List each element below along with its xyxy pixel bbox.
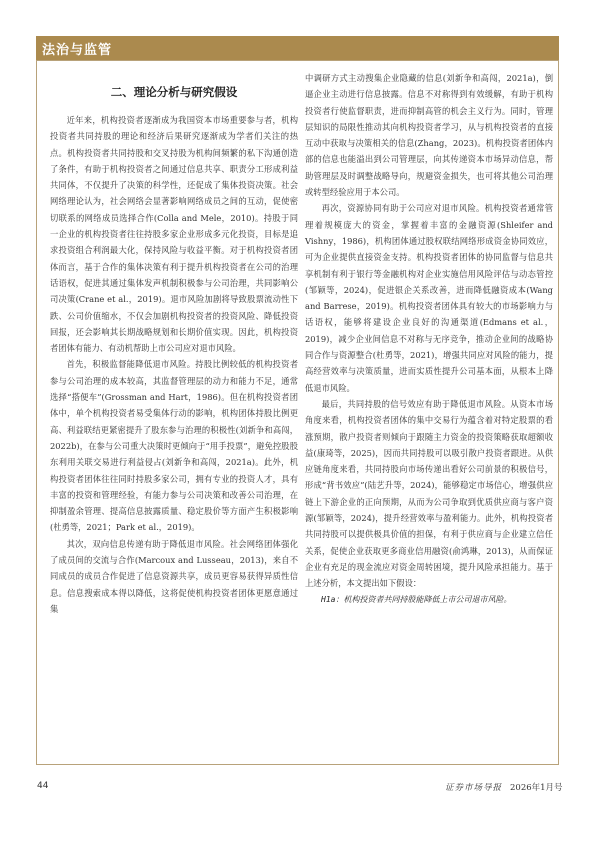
journal-info (445, 781, 563, 793)
paragraph: 近年来，机构投资者逐渐成为我国资本市场重要参与者，机构投资者共同持股的理论和经济后果研究逐渐成为学者们关注的热点。机构投资者共同持股和交叉持股为机构间频繁的私下沟通创造了条件，有助于机构投资者之间通过信息共享、职责分工形成利益共同体，不仅提升了决策的科学性，还促成了集体投资决策。社会网络理论认为，社会网络会显著影响网络成员之间的互动，促使密切联系的网络成员选择合作(Colla and Mele，2010)。持股于同一企业的机构投资者往往持股多家企业形成多元化投资，目标是追求投资组合利润最大化，保持风险与收益平衡。对于机构投资者团体而言，基于合作的集体决策有利于提升机构投资者在公司的治理话语权，促进其通过集体发声机制积极参与公司治理，共同影响公司决策(Crane et al.，2019)。退市风险加剧将导致股票流动性下跌、公司价值缩水，不仅会加剧机构投资者的投资风险、降低投资回报，还会影响其长期战略规划和长期价值实现。因此，机构投资者团体有能力、有动机帮助上市公司应对退市风险。 (50, 115, 298, 354)
right-column (305, 70, 553, 608)
paragraph: 其次，双向信息传递有助于降低退市风险。社会网络团体强化了成员间的交流与合作(Marcoux and Lusseau，2013)，来自不同成员的成员合作促进了信息资源共享，成员更容易获得异质性信息。信息搜索成本得以降低，这将促使机构投资者团体更愿意通过集 (50, 538, 298, 614)
left-column (50, 70, 298, 617)
hypothesis: H1a：机构投资者共同持股能降低上市公司退市风险。 (321, 594, 512, 604)
section-title: 法治与监管 (42, 43, 113, 58)
section-heading: 二、理论分析与研究假设 (110, 85, 238, 99)
journal-name: 证券市场导报 (445, 783, 503, 793)
section-banner (36, 36, 559, 60)
paragraph: 最后，共同持股的信号效应有助于降低退市风险。从资本市场角度来看，机构投资者团体的集中交易行为蕴含着对特定股票的看涨预期，散户投资者则倾向于跟随主力资金的投资策略获取超额收益(康琦等，2025)，因而共同持股可以吸引散户投资者跟进。从供应链角度来看，共同持股向市场传递出看好公司前景的积极信号，形成“背书效应”(陆艺升等，2024)，能够稳定市场信心，增强供应链上下游企业的正向预期，从而为公司争取到优质供应商与客户资源(邹颖等，2024)，提升经营效率与盈利能力。此外，机构投资者共同持股可以提供极具价值的担保，有利于供应商与企业建立信任关系，促使企业获取更多商业信用融资(俞鸿琳，2013)，从而保证企业有充足的现金流应对资金周转困境，提升风险承担能力。基于上述分析，本文提出如下假设： (305, 398, 553, 589)
paragraph: 中调研方式主动搜集企业隐藏的信息(刘新争和高闯，2021a)，倒逼企业主动进行信息披露。信息不对称得到有效缓解，有助于机构投资者行使监督职责，进而抑制高管的机会主义行为。同时，管理层知识的局限性推动其向机构投资者学习，从与机构投资者的直接互动中获取与决策相关的信息(Zhang，2023)。机构投资者团体内部的信息也能溢出到公司管理层，向其传递资本市场异动信息，帮助管理层及时调整战略导向，规避资金损失，也可将其他公司治理或转型经验应用于本公司。 (305, 73, 553, 198)
paragraph: 首先，积极监督能降低退市风险。持股比例较低的机构投资者参与公司治理的成本较高，其监督管理层的动力和能力不足，通常选择“搭便车”(Grossman and Hart，1986)。但在机构投资者团体中，单个机构投资者易受集体行动的影响，机构团体持股比例更高、利益联结更紧密提升了股东参与治理的积极性(刘新争和高闯，2022b)，在参与公司重大决策时更倾向于“用手投票”，避免控股股东利用关联交易进行利益侵占(刘新争和高闯，2021a)。此外，机构投资者团体往往同时持股多家公司，拥有专业的投资人才，具有丰富的投资和管理经验，有能力参与公司决策和改善公司治理，在抑制盈余管理、提高信息披露质量、稳定股价等方面产生积极影响(杜勇等，2021；Park et al.，2019)。 (50, 359, 298, 533)
journal-issue: 2026年1月号 (510, 783, 563, 793)
paragraph: 再次，资源协同有助于公司应对退市风险。机构投资者通常管理着规模庞大的资金，掌握着丰富的金融资源(Shleifer and Vishny，1986)，机构团体通过股权联结网络形成资金协同效应，可为企业提供直接资金支持。机构投资者团体的协同监督与信息共享机制有利于银行等金融机构对企业实施信用风险评估与动态管控(邹颖等，2024)，促进银企关系改善，进而降低融资成本(Wang and Barrese，2019)。机构投资者团体具有较大的市场影响力与话语权，能够将建设企业良好的沟通渠道(Edmans et al.，2019)，减少企业间信息不对称与无序竞争，推动企业间的战略协同合作与资源整合(杜勇等，2021)，增强共同应对风险的能力，提高经营效率与决策质量，进而实质性提升公司基本面，从根本上降低退市风险。 (305, 203, 553, 393)
page-number: 44 (37, 781, 49, 791)
